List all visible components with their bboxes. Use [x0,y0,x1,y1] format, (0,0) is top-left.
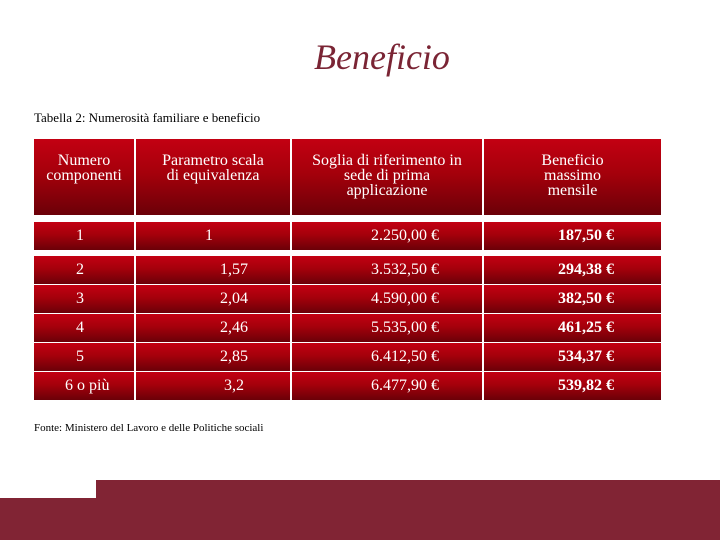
cell-soglia: 4.590,00 € [371,290,439,307]
table-row [34,256,661,284]
column-divider [482,222,484,250]
header-beneficio: Beneficio massimo mensile [541,152,604,199]
cell-soglia: 6.412,50 € [371,348,439,365]
column-divider [134,222,136,250]
column-divider [290,372,292,400]
cell-soglia: 5.535,00 € [371,319,439,336]
column-divider [134,343,136,371]
header-soglia: Soglia di riferimento in sede di prima applicazione [312,152,462,199]
column-divider [482,256,484,284]
column-divider [134,372,136,400]
column-divider [482,343,484,371]
cell-beneficio: 294,38 € [558,261,614,278]
cell-beneficio: 534,37 € [558,348,614,365]
header-cell-beneficio [484,139,661,215]
column-divider [134,256,136,284]
cell-parametro: 2,46 [220,319,248,336]
column-divider [482,285,484,313]
footer-bar [96,480,720,540]
column-divider [290,343,292,371]
cell-beneficio: 539,82 € [558,377,614,394]
cell-beneficio: 461,25 € [558,319,614,336]
cell-beneficio: 382,50 € [558,290,614,307]
cell-soglia: 3.532,50 € [371,261,439,278]
header-cell-parametro [136,139,290,215]
cell-soglia: 6.477,90 € [371,377,439,394]
cell-soglia: 2.250,00 € [371,227,439,244]
column-divider [482,314,484,342]
cell-beneficio: 187,50 € [558,227,614,244]
header-parametro: Parametro scala di equivalenza [162,152,264,184]
slide-title: Beneficio [314,37,450,77]
table-row [34,314,661,342]
column-divider [290,256,292,284]
column-divider [290,222,292,250]
column-divider [290,285,292,313]
cell-componenti: 5 [76,348,84,365]
cell-parametro: 3,2 [224,377,244,394]
column-divider [290,314,292,342]
source-note: Fonte: Ministero del Lavoro e delle Politiche sociali [34,422,264,434]
column-divider [134,285,136,313]
cell-componenti: 6 o più [65,377,110,394]
column-divider [482,372,484,400]
header-componenti: Numero componenti [46,152,122,184]
table-row [34,372,661,400]
table-row [34,285,661,313]
table-caption: Tabella 2: Numerosità familiare e beneficio [34,110,261,125]
footer-bar-left [0,498,96,540]
cell-componenti: 4 [76,319,84,336]
table-row [34,343,661,371]
cell-componenti: 3 [76,290,84,307]
column-divider [134,314,136,342]
header-cell-soglia [292,139,482,215]
table-row [34,222,661,250]
cell-componenti: 1 [76,227,84,244]
cell-parametro: 2,85 [220,348,248,365]
cell-parametro: 2,04 [220,290,248,307]
cell-parametro: 1 [205,227,213,244]
cell-componenti: 2 [76,261,84,278]
header-cell-componenti [34,139,134,215]
cell-parametro: 1,57 [220,261,248,278]
